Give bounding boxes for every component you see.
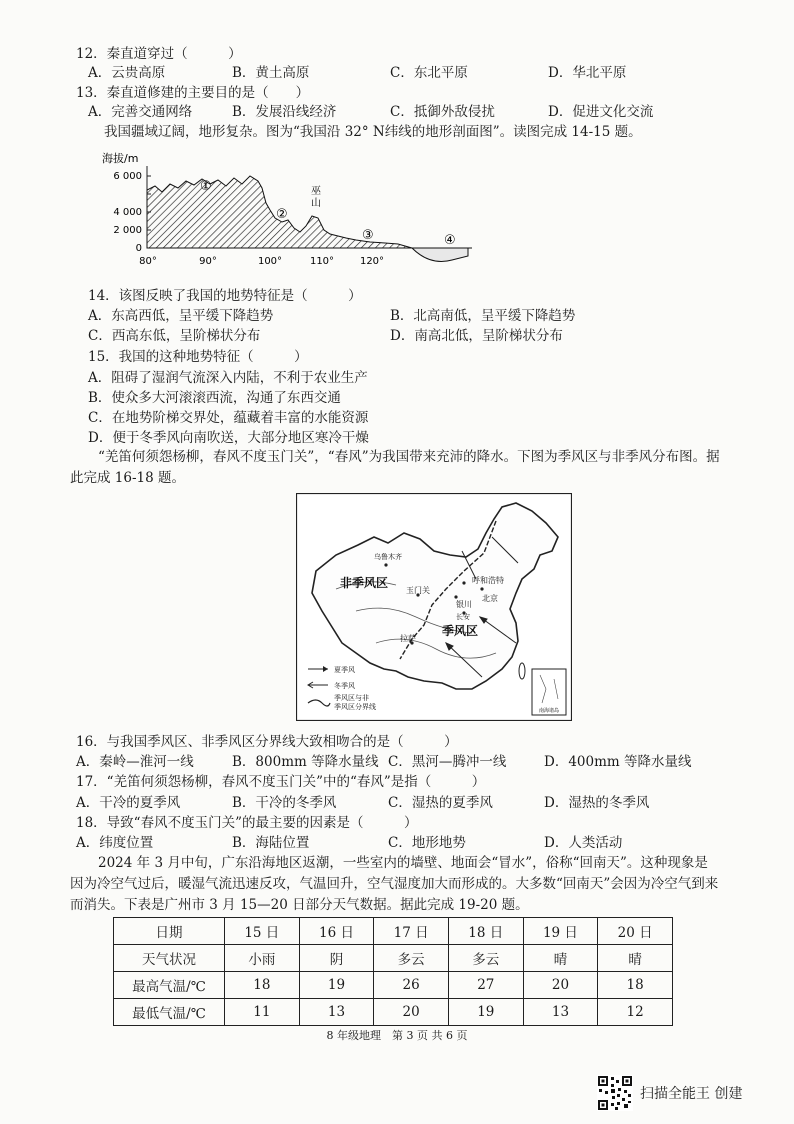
table-header-cell: 17 日 (374, 918, 449, 945)
intro-19-20: 2024 年 3 月中旬，广东沿海地区返潮，一些室内的墙壁、地面会“冒水”，俗称“回南天”。这种现象是因为冷空气过后，暖湿气流迅速反攻，气温回升，空气湿度加大而形成的。大多数“回南天”会因为冷空气到来而消失。下表是广州市 3 月 15—20 日部分天气数据。据此完成 19-20 题。 (70, 855, 719, 913)
q15-option-d: D．便于冬季风向南吹送，大部分地区寒冷干燥 (88, 430, 369, 446)
q12-option-b: B．黄土高原 (232, 65, 310, 81)
legend-boundary-label: 季风区分界线 (334, 703, 376, 711)
table-cell: 19 (299, 972, 374, 999)
page-footer: 8 年级地理 第 3 页 共 6 页 (326, 1029, 468, 1042)
label-hohhot: 呼和浩特 (472, 576, 504, 585)
profile-xtick: 110° (309, 256, 335, 267)
q14-option-c: C．西高东低，呈阶梯状分布 (88, 328, 261, 344)
q16-option-d: D．400mm 等降水量线 (544, 754, 692, 770)
table-cell: 13 (523, 999, 598, 1026)
table-header-cell: 16 日 (299, 918, 374, 945)
table-cell: 阴 (299, 945, 374, 972)
qr-code-icon (597, 1075, 633, 1111)
profile-marker-1: ① (200, 179, 212, 194)
table-row (114, 945, 673, 972)
scanner-brand-watermark: 扫描全能王 创建 (640, 1086, 743, 1102)
q14-stem: 14．该图反映了我国的地势特征是（ ） (88, 288, 362, 304)
profile-ytick: 6 000 (113, 171, 142, 182)
profile-xtick: 120° (359, 256, 385, 267)
q16-option-a: A．秦岭—淮河一线 (76, 754, 194, 770)
table-cell: 18 (598, 972, 673, 999)
legend-summer-monsoon: 夏季风 (334, 666, 355, 674)
label-monsoon-region: 季风区 (442, 624, 479, 638)
label-lhasa: 拉萨 (400, 634, 416, 643)
terrain-profile-figure (100, 148, 480, 273)
q17-option-c: C．湿热的夏季风 (388, 795, 493, 811)
q12-option-d: D．华北平原 (548, 65, 627, 81)
intro-14-15: 我国疆域辽阔，地形复杂。图为“我国沿 32° N纬线的地形剖面图”。读图完成 14-15 题。 (104, 124, 642, 140)
profile-xtick: 80° (139, 256, 157, 267)
profile-ytick: 4 000 (113, 207, 142, 218)
q12-option-c: C．东北平原 (390, 65, 468, 81)
profile-ylabel: 海拔/m (102, 152, 139, 165)
table-cell: 20 (374, 999, 449, 1026)
q18-option-a: A．纬度位置 (76, 835, 154, 851)
table-cell: 12 (598, 999, 673, 1026)
mountain-label: 山 (311, 198, 321, 209)
q12-stem: 12．秦直道穿过（ ） (76, 46, 242, 62)
table-header-cell: 19 日 (523, 918, 598, 945)
label-yinchuan: 银川 (456, 600, 472, 609)
label-yumen: 玉门关 (406, 586, 430, 595)
mountain-label: 巫 (311, 186, 321, 197)
table-row (114, 999, 673, 1026)
ocean-basin (412, 248, 468, 262)
q18-stem: 18．导致“春风不度玉门关”的最主要的因素是（ ） (76, 815, 418, 831)
q18-option-b: B．海陆位置 (232, 835, 310, 851)
label-changan: 长安 (456, 613, 470, 621)
profile-ytick: 0 (135, 243, 142, 254)
q15-option-b: B．使众多大河滚滚西流，沟通了东西交通 (88, 390, 341, 406)
q13-option-c: C．抵御外敌侵扰 (390, 104, 495, 120)
q13-option-d: D．促进文化交流 (548, 104, 654, 120)
q13-stem: 13．秦直道修建的主要目的是（ ） (76, 85, 310, 101)
table-row (114, 918, 673, 945)
table-header-cell: 15 日 (225, 918, 300, 945)
table-cell: 晴 (523, 945, 598, 972)
q14-option-b: B．北高南低，呈平缓下降趋势 (390, 308, 576, 324)
table-cell: 最低气温/℃ (114, 999, 225, 1026)
table-cell: 13 (299, 999, 374, 1026)
label-beijing: 北京 (482, 594, 498, 603)
table-cell: 小雨 (225, 945, 300, 972)
q12-option-a: A．云贵高原 (88, 65, 166, 81)
table-header-cell: 18 日 (448, 918, 523, 945)
profile-marker-3: ③ (362, 228, 374, 243)
table-cell: 晴 (598, 945, 673, 972)
q15-stem: 15．我国的这种地势特征（ ） (88, 349, 308, 365)
table-cell: 天气状况 (114, 945, 225, 972)
table-cell: 26 (374, 972, 449, 999)
profile-xtick: 90° (199, 256, 217, 267)
profile-marker-4: ④ (444, 233, 456, 248)
profile-ytick: 2 000 (113, 225, 142, 236)
table-cell: 18 (225, 972, 300, 999)
intro-16-18: “羌笛何须怨杨柳，春风不度玉门关”，“春风”为我国带来充沛的降水。下图为季风区与非季风分布图。据此完成 16-18 题。 (70, 449, 720, 486)
table-cell: 27 (448, 972, 523, 999)
q17-option-a: A．干冷的夏季风 (76, 795, 181, 811)
table-cell: 多云 (374, 945, 449, 972)
profile-xtick: 100° (257, 256, 283, 267)
q17-option-d: D．湿热的冬季风 (544, 795, 650, 811)
table-cell: 最高气温/℃ (114, 972, 225, 999)
monsoon-map-figure (296, 493, 572, 721)
table-cell: 19 (448, 999, 523, 1026)
table-cell: 11 (225, 999, 300, 1026)
legend-winter-monsoon: 冬季风 (334, 682, 355, 690)
q13-option-b: B．发展沿线经济 (232, 104, 337, 120)
label-non-monsoon-region: 非季风区 (340, 576, 389, 590)
table-cell: 20 (523, 972, 598, 999)
q14-option-d: D．南高北低，呈阶梯状分布 (390, 328, 563, 344)
q16-stem: 16．与我国季风区、非季风区分界线大致相吻合的是（ ） (76, 734, 458, 750)
weather-table (113, 917, 673, 1026)
table-header-cell: 日期 (114, 918, 225, 945)
q14-option-a: A．东高西低，呈平缓下降趋势 (88, 308, 274, 324)
table-cell: 多云 (448, 945, 523, 972)
q16-option-b: B．800mm 等降水量线 (232, 754, 379, 770)
q13-option-a: A．完善交通网络 (88, 104, 193, 120)
table-header-cell: 20 日 (598, 918, 673, 945)
label-urumqi: 乌鲁木齐 (374, 553, 402, 561)
legend-boundary-label: 季风区与非 (334, 694, 369, 702)
q18-option-c: C．地形地势 (388, 835, 466, 851)
q17-option-b: B．干冷的冬季风 (232, 795, 337, 811)
q15-option-c: C．在地势阶梯交界处，蕴藏着丰富的水能资源 (88, 410, 369, 426)
q15-option-a: A．阻碍了湿润气流深入内陆，不利于农业生产 (88, 370, 368, 386)
q16-option-c: C．黑河—腾冲一线 (388, 754, 507, 770)
q18-option-d: D．人类活动 (544, 835, 623, 851)
profile-marker-2: ② (276, 207, 288, 222)
table-row (114, 972, 673, 999)
q17-stem: 17．“羌笛何须怨杨柳，春风不度玉门关”中的“春风”是指（ ） (76, 774, 486, 790)
inset-label: 南海诸岛 (538, 708, 560, 714)
